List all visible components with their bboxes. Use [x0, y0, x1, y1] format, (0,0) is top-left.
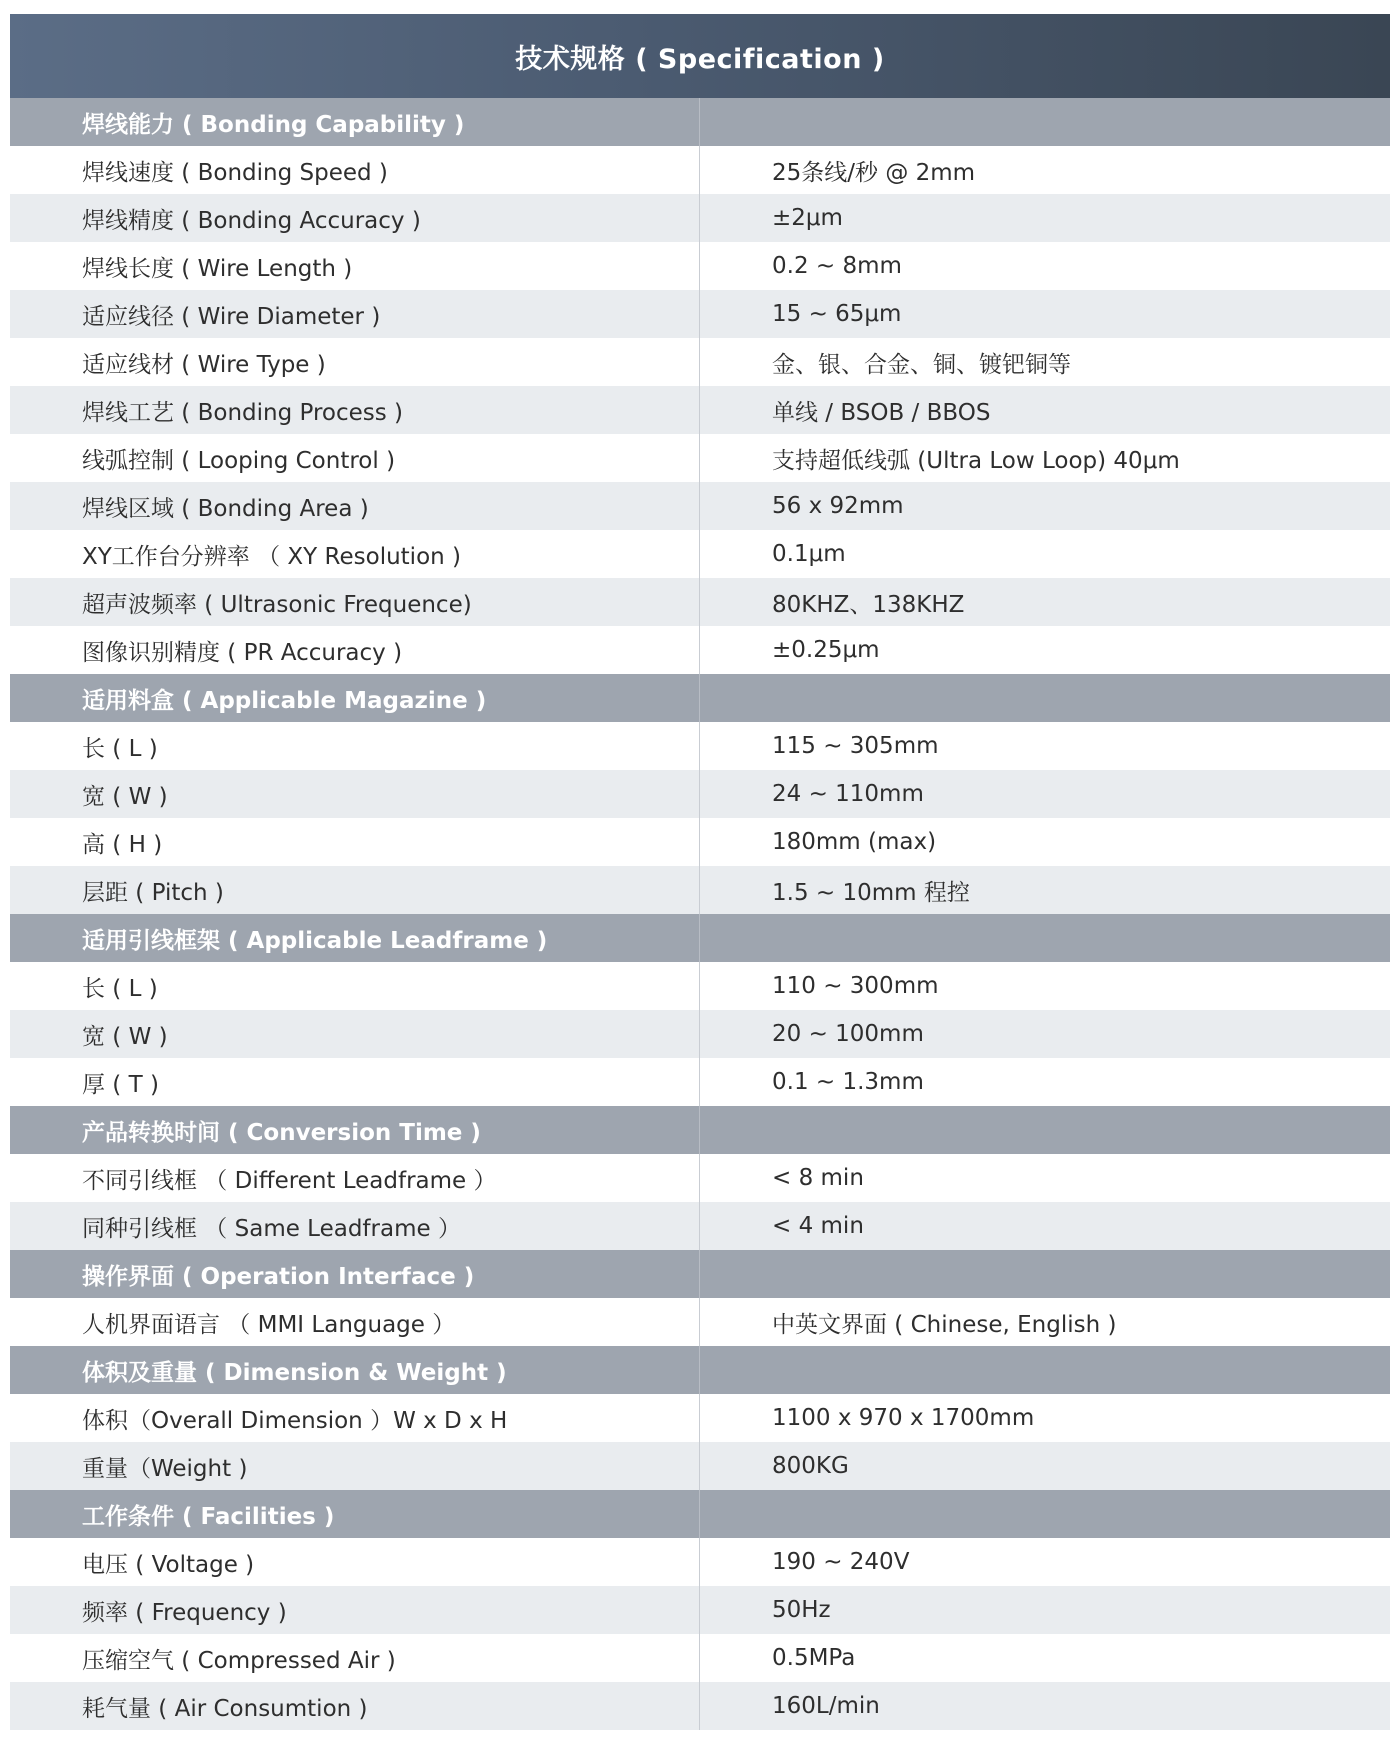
section-value-empty — [700, 1490, 1390, 1538]
spec-table — [10, 14, 1390, 1730]
spec-value: 160L/min — [772, 1693, 880, 1719]
spec-value: 190 ~ 240V — [772, 1549, 910, 1575]
table-row — [10, 1202, 1390, 1250]
spec-value: < 4 min — [772, 1213, 864, 1239]
spec-value: 0.2 ~ 8mm — [772, 253, 902, 279]
spec-label: 不同引线框 （ Different Leadframe ） — [10, 1154, 700, 1202]
table-title: 技术规格 ( Specification ) — [10, 14, 1390, 98]
spec-value: 金、银、合金、铜、镀钯铜等 — [772, 351, 1071, 378]
table-row — [10, 626, 1390, 674]
spec-value: 24 ~ 110mm — [772, 781, 924, 807]
spec-label: 频率 ( Frequency ) — [10, 1586, 700, 1634]
section-title: 产品转换时间 ( Conversion Time ) — [10, 1106, 700, 1154]
table-row — [10, 1010, 1390, 1058]
table-row — [10, 770, 1390, 818]
section-value-empty — [700, 1346, 1390, 1394]
spec-label: 电压 ( Voltage ) — [10, 1538, 700, 1586]
section-header — [10, 98, 1390, 146]
section-value-empty — [700, 674, 1390, 722]
table-row — [10, 1154, 1390, 1202]
spec-label: 高 ( H ) — [10, 818, 700, 866]
spec-value: 中英文界面 ( Chinese, English ) — [772, 1311, 1117, 1338]
spec-label: 适应线径 ( Wire Diameter ) — [10, 290, 700, 338]
spec-value: 0.1μm — [772, 541, 846, 567]
spec-value: ±2μm — [772, 205, 843, 231]
spec-label: 同种引线框 （ Same Leadframe ） — [10, 1202, 700, 1250]
spec-label: 焊线长度 ( Wire Length ) — [10, 242, 700, 290]
spec-label: 长 ( L ) — [10, 722, 700, 770]
table-row — [10, 1586, 1390, 1634]
spec-label: 宽 ( W ) — [10, 1010, 700, 1058]
section-title: 焊线能力 ( Bonding Capability ) — [10, 98, 700, 146]
table-row — [10, 1682, 1390, 1730]
table-row — [10, 1394, 1390, 1442]
section-value-empty — [700, 914, 1390, 962]
section-header — [10, 1346, 1390, 1394]
spec-rows — [10, 98, 1390, 1730]
spec-label: 重量（Weight ) — [10, 1442, 700, 1490]
spec-value: 1100 x 970 x 1700mm — [772, 1405, 1035, 1431]
spec-value: 50Hz — [772, 1597, 831, 1623]
spec-label: 焊线工艺 ( Bonding Process ) — [10, 386, 700, 434]
table-row — [10, 338, 1390, 386]
section-value-empty — [700, 98, 1390, 146]
spec-label: 宽 ( W ) — [10, 770, 700, 818]
table-row — [10, 1634, 1390, 1682]
spec-label: 长 ( L ) — [10, 962, 700, 1010]
spec-value: 支持超低线弧 (Ultra Low Loop) 40μm — [772, 447, 1180, 474]
spec-label: 适应线材 ( Wire Type ) — [10, 338, 700, 386]
spec-label: 图像识别精度 ( PR Accuracy ) — [10, 626, 700, 674]
table-row — [10, 482, 1390, 530]
spec-label: XY工作台分辨率 （ XY Resolution ) — [10, 530, 700, 578]
section-title: 操作界面 ( Operation Interface ) — [10, 1250, 700, 1298]
table-row — [10, 722, 1390, 770]
section-header — [10, 1490, 1390, 1538]
spec-value: 单线 / BSOB / BBOS — [772, 399, 991, 426]
table-row — [10, 866, 1390, 914]
spec-value: 56 x 92mm — [772, 493, 904, 519]
spec-label: 压缩空气 ( Compressed Air ) — [10, 1634, 700, 1682]
spec-value: 25条线/秒 @ 2mm — [772, 159, 976, 186]
spec-label: 焊线精度 ( Bonding Accuracy ) — [10, 194, 700, 242]
section-value-empty — [700, 1250, 1390, 1298]
section-header — [10, 674, 1390, 722]
table-row — [10, 1298, 1390, 1346]
spec-value: 180mm (max) — [772, 829, 937, 855]
section-header — [10, 914, 1390, 962]
table-row — [10, 386, 1390, 434]
table-row — [10, 1538, 1390, 1586]
spec-label: 焊线速度 ( Bonding Speed ) — [10, 146, 700, 194]
table-row — [10, 578, 1390, 626]
spec-value: 80KHZ、138KHZ — [772, 591, 965, 618]
spec-value: ±0.25μm — [772, 637, 880, 663]
spec-label: 层距 ( Pitch ) — [10, 866, 700, 914]
table-row — [10, 146, 1390, 194]
table-row — [10, 242, 1390, 290]
spec-label: 焊线区域 ( Bonding Area ) — [10, 482, 700, 530]
table-row — [10, 962, 1390, 1010]
spec-value: 115 ~ 305mm — [772, 733, 939, 759]
section-title: 体积及重量 ( Dimension & Weight ) — [10, 1346, 700, 1394]
spec-label: 线弧控制 ( Looping Control ) — [10, 434, 700, 482]
table-row — [10, 194, 1390, 242]
section-title: 工作条件 ( Facilities ) — [10, 1490, 700, 1538]
spec-value: 15 ~ 65μm — [772, 301, 902, 327]
table-row — [10, 818, 1390, 866]
table-row — [10, 290, 1390, 338]
spec-value: 1.5 ~ 10mm 程控 — [772, 879, 970, 906]
section-title: 适用引线框架 ( Applicable Leadframe ) — [10, 914, 700, 962]
spec-label: 耗气量 ( Air Consumtion ) — [10, 1682, 700, 1730]
spec-value: 0.1 ~ 1.3mm — [772, 1069, 924, 1095]
table-row — [10, 530, 1390, 578]
spec-label: 人机界面语言 （ MMI Language ） — [10, 1298, 700, 1346]
section-value-empty — [700, 1106, 1390, 1154]
section-header — [10, 1106, 1390, 1154]
table-row — [10, 1442, 1390, 1490]
table-row — [10, 1058, 1390, 1106]
spec-label: 体积（Overall Dimension ）W x D x H — [10, 1394, 700, 1442]
spec-value: 800KG — [772, 1453, 849, 1479]
section-title: 适用料盒 ( Applicable Magazine ) — [10, 674, 700, 722]
spec-label: 厚 ( T ) — [10, 1058, 700, 1106]
table-row — [10, 434, 1390, 482]
spec-value: 20 ~ 100mm — [772, 1021, 924, 1047]
spec-value: < 8 min — [772, 1165, 864, 1191]
spec-label: 超声波频率 ( Ultrasonic Frequence) — [10, 578, 700, 626]
section-header — [10, 1250, 1390, 1298]
spec-value: 0.5MPa — [772, 1645, 856, 1671]
spec-value: 110 ~ 300mm — [772, 973, 939, 999]
